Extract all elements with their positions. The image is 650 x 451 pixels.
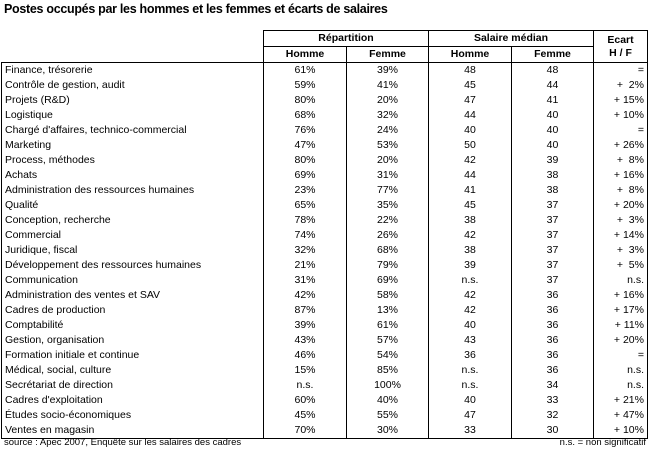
cell-label: Finance, trésorerie [2, 63, 264, 79]
cell-sal-homme: 42 [429, 288, 512, 303]
cell-sal-femme: 37 [512, 273, 594, 288]
cell-ecart: + 8% [594, 153, 648, 168]
cell-ecart: + 20% [594, 333, 648, 348]
cell-rep-femme: 54% [347, 348, 429, 363]
cell-sal-homme: n.s. [429, 273, 512, 288]
cell-rep-homme: 45% [264, 408, 347, 423]
header-ecart-sub: H / F [609, 46, 632, 59]
cell-rep-femme: 77% [347, 183, 429, 198]
cell-sal-homme: n.s. [429, 378, 512, 393]
cell-sal-homme: n.s. [429, 363, 512, 378]
cell-label: Cadres de production [2, 303, 264, 318]
cell-label: Secrétariat de direction [2, 378, 264, 393]
cell-ecart: n.s. [594, 378, 648, 393]
cell-sal-homme: 43 [429, 333, 512, 348]
cell-label: Communication [2, 273, 264, 288]
cell-sal-femme: 36 [512, 318, 594, 333]
cell-rep-femme: 53% [347, 138, 429, 153]
cell-rep-femme: 35% [347, 198, 429, 213]
cell-rep-homme: 65% [264, 198, 347, 213]
source-note: source : Apec 2007, Enquête sur les salaires des cadres [4, 437, 242, 448]
cell-rep-homme: 80% [264, 93, 347, 108]
cell-label: Commercial [2, 228, 264, 243]
cell-rep-femme: 20% [347, 93, 429, 108]
table-row [2, 183, 648, 198]
cell-label: Logistique [2, 108, 264, 123]
cell-rep-femme: 30% [347, 423, 429, 439]
cell-rep-femme: 22% [347, 213, 429, 228]
cell-sal-femme: 36 [512, 363, 594, 378]
cell-rep-homme: 78% [264, 213, 347, 228]
cell-rep-homme: 46% [264, 348, 347, 363]
cell-sal-homme: 47 [429, 408, 512, 423]
cell-rep-femme: 55% [347, 408, 429, 423]
cell-ecart: + 15% [594, 93, 648, 108]
cell-sal-femme: 37 [512, 198, 594, 213]
cell-ecart: + 5% [594, 258, 648, 273]
cell-rep-femme: 41% [347, 78, 429, 93]
cell-label: Marketing [2, 138, 264, 153]
cell-label: Développement des ressources humaines [2, 258, 264, 273]
header-rep-femme: Femme [347, 47, 429, 63]
table-row [2, 333, 648, 348]
cell-label: Gestion, organisation [2, 333, 264, 348]
table-row [2, 228, 648, 243]
table-row [2, 288, 648, 303]
cell-sal-femme: 44 [512, 78, 594, 93]
cell-rep-femme: 58% [347, 288, 429, 303]
cell-sal-homme: 50 [429, 138, 512, 153]
header-ecart [594, 31, 648, 63]
cell-ecart: + 21% [594, 393, 648, 408]
cell-sal-femme: 36 [512, 288, 594, 303]
cell-sal-homme: 42 [429, 153, 512, 168]
cell-sal-femme: 37 [512, 258, 594, 273]
cell-label: Administration des ventes et SAV [2, 288, 264, 303]
cell-rep-femme: 20% [347, 153, 429, 168]
cell-sal-femme: 40 [512, 108, 594, 123]
table-row [2, 153, 648, 168]
cell-label: Médical, social, culture [2, 363, 264, 378]
cell-ecart: = [594, 123, 648, 138]
cell-rep-homme: 69% [264, 168, 347, 183]
cell-rep-femme: 79% [347, 258, 429, 273]
cell-rep-femme: 32% [347, 108, 429, 123]
table-row [2, 393, 648, 408]
cell-label: Juridique, fiscal [2, 243, 264, 258]
table-row [2, 363, 648, 378]
table-row [2, 78, 648, 93]
cell-ecart: + 26% [594, 138, 648, 153]
cell-ecart: + 8% [594, 183, 648, 198]
cell-rep-femme: 85% [347, 363, 429, 378]
cell-sal-homme: 45 [429, 198, 512, 213]
cell-sal-femme: 36 [512, 348, 594, 363]
cell-sal-femme: 40 [512, 123, 594, 138]
cell-sal-femme: 37 [512, 213, 594, 228]
cell-sal-femme: 39 [512, 153, 594, 168]
cell-rep-femme: 57% [347, 333, 429, 348]
cell-rep-homme: 15% [264, 363, 347, 378]
cell-rep-homme: 31% [264, 273, 347, 288]
cell-label: Comptabilité [2, 318, 264, 333]
cell-ecart: + 2% [594, 78, 648, 93]
cell-sal-femme: 41 [512, 93, 594, 108]
cell-ecart: + 20% [594, 198, 648, 213]
cell-sal-femme: 30 [512, 423, 594, 439]
table-row [2, 348, 648, 363]
cell-label: Chargé d'affaires, technico-commercial [2, 123, 264, 138]
cell-rep-homme: 87% [264, 303, 347, 318]
cell-sal-femme: 33 [512, 393, 594, 408]
cell-sal-homme: 36 [429, 348, 512, 363]
cell-rep-femme: 40% [347, 393, 429, 408]
cell-sal-homme: 42 [429, 303, 512, 318]
cell-rep-femme: 31% [347, 168, 429, 183]
cell-sal-femme: 40 [512, 138, 594, 153]
header-empty [2, 31, 264, 63]
table-row [2, 378, 648, 393]
table-row [2, 243, 648, 258]
cell-rep-homme: 68% [264, 108, 347, 123]
cell-ecart: = [594, 63, 648, 79]
header-sal-femme: Femme [512, 47, 594, 63]
header-group-row [2, 31, 648, 47]
cell-rep-femme: 13% [347, 303, 429, 318]
cell-label: Achats [2, 168, 264, 183]
cell-rep-homme: 70% [264, 423, 347, 439]
cell-sal-homme: 44 [429, 168, 512, 183]
header-salaire-median: Salaire médian [429, 31, 594, 47]
header-ecart-label: Ecart [607, 33, 634, 46]
cell-rep-femme: 24% [347, 123, 429, 138]
table-body [2, 63, 648, 439]
cell-label: Formation initiale et continue [2, 348, 264, 363]
cell-ecart: + 11% [594, 318, 648, 333]
table-row [2, 123, 648, 138]
cell-ecart: + 10% [594, 423, 648, 439]
cell-rep-homme: 42% [264, 288, 347, 303]
cell-sal-homme: 40 [429, 393, 512, 408]
cell-sal-femme: 37 [512, 228, 594, 243]
cell-label: Cadres d'exploitation [2, 393, 264, 408]
header-sal-homme: Homme [429, 47, 512, 63]
cell-sal-homme: 45 [429, 78, 512, 93]
cell-sal-homme: 47 [429, 93, 512, 108]
table-row [2, 303, 648, 318]
cell-rep-homme: 60% [264, 393, 347, 408]
cell-label: Ventes en magasin [2, 423, 264, 439]
cell-sal-homme: 48 [429, 63, 512, 79]
cell-label: Process, méthodes [2, 153, 264, 168]
cell-rep-homme: 39% [264, 318, 347, 333]
cell-sal-homme: 33 [429, 423, 512, 439]
cell-rep-homme: 23% [264, 183, 347, 198]
cell-rep-femme: 100% [347, 378, 429, 393]
cell-rep-homme: 59% [264, 78, 347, 93]
cell-label: Administration des ressources humaines [2, 183, 264, 198]
cell-rep-homme: 61% [264, 63, 347, 79]
table-row [2, 168, 648, 183]
cell-ecart: n.s. [594, 273, 648, 288]
table-row [2, 93, 648, 108]
cell-rep-homme: 43% [264, 333, 347, 348]
cell-sal-homme: 39 [429, 258, 512, 273]
header-repartition: Répartition [264, 31, 429, 47]
cell-rep-femme: 39% [347, 63, 429, 79]
header-rep-homme: Homme [264, 47, 347, 63]
cell-rep-femme: 69% [347, 273, 429, 288]
cell-rep-homme: 80% [264, 153, 347, 168]
table-row [2, 318, 648, 333]
cell-label: Études socio-économiques [2, 408, 264, 423]
table-row [2, 258, 648, 273]
cell-sal-homme: 42 [429, 228, 512, 243]
cell-sal-homme: 40 [429, 318, 512, 333]
table-row [2, 63, 648, 79]
cell-ecart: + 3% [594, 243, 648, 258]
ns-legend: n.s. = non significatif [559, 437, 646, 448]
cell-sal-femme: 48 [512, 63, 594, 79]
cell-rep-homme: 76% [264, 123, 347, 138]
cell-rep-femme: 26% [347, 228, 429, 243]
table-row [2, 198, 648, 213]
page-title: Postes occupés par les hommes et les femmes et écarts de salaires [4, 2, 388, 16]
table-row [2, 408, 648, 423]
cell-ecart: n.s. [594, 363, 648, 378]
cell-rep-femme: 61% [347, 318, 429, 333]
cell-sal-homme: 44 [429, 108, 512, 123]
cell-rep-homme: 32% [264, 243, 347, 258]
cell-label: Conception, recherche [2, 213, 264, 228]
cell-sal-homme: 40 [429, 123, 512, 138]
cell-rep-homme: 21% [264, 258, 347, 273]
table-row [2, 108, 648, 123]
cell-rep-femme: 68% [347, 243, 429, 258]
cell-label: Projets (R&D) [2, 93, 264, 108]
cell-ecart: = [594, 348, 648, 363]
cell-sal-femme: 38 [512, 183, 594, 198]
cell-sal-femme: 36 [512, 333, 594, 348]
cell-sal-femme: 37 [512, 243, 594, 258]
cell-rep-homme: n.s. [264, 378, 347, 393]
table-row [2, 273, 648, 288]
cell-rep-homme: 74% [264, 228, 347, 243]
cell-label: Qualité [2, 198, 264, 213]
cell-label: Contrôle de gestion, audit [2, 78, 264, 93]
cell-ecart: + 14% [594, 228, 648, 243]
table-row [2, 213, 648, 228]
cell-rep-homme: 47% [264, 138, 347, 153]
cell-ecart: + 10% [594, 108, 648, 123]
cell-ecart: + 47% [594, 408, 648, 423]
cell-ecart: + 3% [594, 213, 648, 228]
cell-sal-femme: 32 [512, 408, 594, 423]
cell-sal-femme: 38 [512, 168, 594, 183]
cell-sal-homme: 38 [429, 213, 512, 228]
cell-ecart: + 16% [594, 288, 648, 303]
cell-sal-homme: 41 [429, 183, 512, 198]
cell-ecart: + 17% [594, 303, 648, 318]
table-row [2, 138, 648, 153]
salary-table [1, 30, 648, 439]
cell-sal-femme: 34 [512, 378, 594, 393]
cell-sal-homme: 38 [429, 243, 512, 258]
cell-ecart: + 16% [594, 168, 648, 183]
cell-sal-femme: 36 [512, 303, 594, 318]
